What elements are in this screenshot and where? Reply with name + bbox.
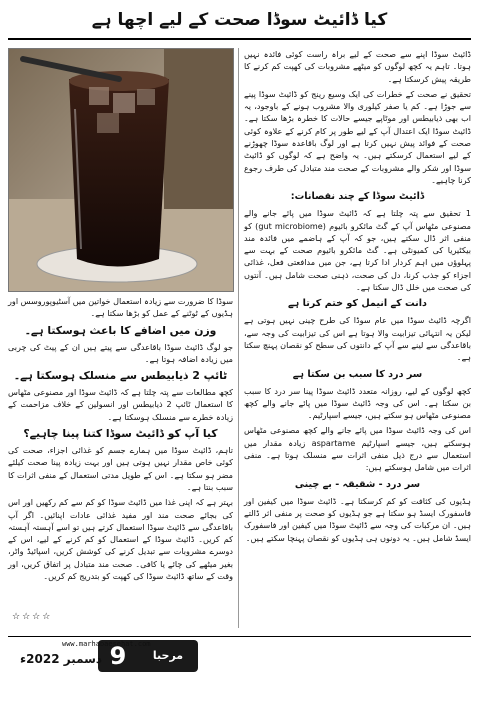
paragraph: ڈائیٹ سوڈا اپنے سے صحت کے لیے براہ راست کوئی فائدہ نہیں ہوتا۔ تاہم یہ کچھ لوگوں کو میٹھے مشروبات کی کھپت کم کرنے کا طریقہ پیش کرسکتا ہے۔ bbox=[244, 49, 471, 84]
page-footer bbox=[0, 634, 479, 694]
subheading: دانت کے انیمل کو ختم کرتا ہے bbox=[288, 298, 427, 310]
article-title: کیا ڈائیٹ سوڈا صحت کے لیے اچھا ہے bbox=[91, 10, 388, 30]
paragraph: 1 تحقیق سے پتہ چلتا ہے کہ ڈائیٹ سوڈا میں پائے جانے والے مصنوعی مٹھاس آپ کے گٹ مائکرو بائیوم (gut microbiome) کو منفی اثر ڈال سکتے ہیں، جو کہ آپ کے ہاضمے میں فائدہ مند بیکٹیریا کی کمیونٹی ہے۔ گٹ مائکرو بائیوم صحت کے بہت سے پہلوؤں میں اہم کردار ادا کرتا ہے، جن میں مدافعتی فعل، غذائی اجزاء کو جذب کرنا، دل کی صحت، ذہنی صحت شامل ہیں۔ آنتوں کی صحت میں خلل ڈال سکتا ہے۔ bbox=[244, 208, 471, 293]
subheading: کیا آپ کو ڈائیٹ سوڈا کتنا پینا چاہیے؟ bbox=[23, 427, 218, 441]
paragraph: تحقیق نے صحت کے خطرات کی ایک وسیع رینج کو ڈائیٹ سوڈا پینے سے جوڑا ہے۔ کم یا صفر کیلوری والا مشروب ہونے کے باوجود، یہ اب بھی ذیابیطس اور موٹاپے جیسے حالات کا خطرہ بڑھا سکتا ہے۔ ڈائیٹ سوڈا ایک اعتدال آپ کے لیے طور پر کام کرنے کے علاوہ کوئی صحت کے فوائد پیش نہیں کرتا ہے اور لوگ باقاعدہ سوڈا چھوڑنے کے لیے استعمال کرسکتے ہیں۔ یہ واضح ہے کہ لوگوں کو ڈائیٹ سوڈا اور شکر والے مشروبات کے صحت مند متبادل کی طرف رجوع کرنا چاہیے۔ bbox=[244, 88, 471, 185]
paragraph: سوڈا کا ضرورت سے زیادہ استعمال خواتین میں آسٹیوپوروسس اور ہڈیوں کے ٹوٹنے کے عمل کو بڑھا سکتا ہے۔ bbox=[8, 296, 233, 319]
website-url: www.marhabaesehat.com bbox=[62, 640, 151, 648]
issue-date: دسمبر 2022ء bbox=[20, 652, 103, 666]
paragraph: اگرچہ ڈائیٹ سوڈا میں عام سوڈا کی طرح چینی نہیں ہوتی ہے لیکن یہ انتہائی تیزابیت والا ہوتا ہے اس کی تیزابیت کی وجہ سے، باقاعدگی سے لینے سے آپ کے دانتوں کی سطح کو نقصان پہنچ سکتا ہے۔ bbox=[244, 315, 471, 363]
header-rule bbox=[8, 38, 471, 40]
column-divider bbox=[238, 48, 239, 628]
subheading: سر درد - شقیقہ - بے چینی bbox=[294, 478, 421, 490]
cola-glass-image bbox=[9, 49, 233, 291]
masthead-logo: مرحبا صحت bbox=[152, 649, 184, 694]
paragraph: بہتر ہے کہ اپنی غذا میں ڈائیٹ سوڈا کو کم سے کم رکھیں اور اس کی بجائے صحت مند اور مفید غذائی عادات اپنائیں۔ اگر آپ باقاعدگی سے ڈائیٹ سوڈا استعمال کرتے ہیں تو اسے آہستہ آہستہ کم کریں۔ ڈائیٹ سوڈا کے استعمال کو کم کرنے کے لیے، اس کے دوسرے مشروبات سے تبدیل کرنے کی کوشش کریں، اسپائیڈ واٹر، بغیر میٹھے کی چائے یا کافی۔ صحت مند متبادل پر اتفاق کریں، اور وقت کے ساتھ ڈائیٹ سوڈا کی کھپت کو بتدریج کم کریں۔ bbox=[8, 497, 233, 582]
paragraph: جو لوگ ڈائیٹ سوڈا باقاعدگی سے پیتے ہیں ان کے پیٹ کی چربی میں زیادہ اضافہ ہوتا ہے۔ bbox=[8, 341, 233, 364]
subheading: ٹائپ 2 ذیابیطس سے منسلک ہوسکتا ہے۔ bbox=[13, 369, 228, 383]
subheading: وزن میں اضافے کا باعث ہوسکتا ہے۔ bbox=[24, 323, 217, 337]
paragraph: تاہم، ڈائیٹ سوڈا میں ہمارے جسم کو غذائی اجزاء، صحت کی کوئی خاص مقدار نہیں ہوتی ہیں اور بہت زیادہ پینا صحت کیلئے مضر ہو سکتا ہے۔ اس کے طویل مدتی استعمال کے منفی اثرات کا سبب بنتا ہے۔ bbox=[8, 445, 233, 492]
footer-rule bbox=[8, 636, 471, 637]
left-column bbox=[8, 295, 233, 585]
article-header bbox=[8, 6, 471, 36]
paragraph: کچھ مطالعات سے پتہ چلتا ہے کہ ڈائیٹ سوڈا اور مصنوعی مٹھاس کا استعمال ٹائپ 2 ذیابیطس اور انسولین کے خلاف مزاحمت کے زیادہ خطرے سے منسلک ہوسکتا ہے۔ bbox=[8, 387, 233, 422]
paragraph: ہڈیوں کی کثافت کو کم کرسکتا ہے۔ ڈائیٹ سوڈا میں کیفین اور فاسفورک ایسڈ ہو سکتا ہے جو ہڈیوں کو صحت پر منفی اثر ڈالتے ہیں۔ ان مرکبات کی وجہ سے ڈائیٹ سوڈا میں کیفین اور فاسفورک ایسڈ شامل ہیں۔ یہ دونوں ہی ہڈیوں کو نقصان پہنچا سکتے ہیں۔ bbox=[244, 495, 471, 543]
right-column bbox=[244, 48, 471, 547]
article-photo bbox=[8, 48, 234, 292]
page-number: 9 bbox=[109, 642, 127, 670]
subheading: ڈائیٹ سوڈا کے چند نقصانات: bbox=[290, 191, 425, 203]
end-stars: ☆☆☆☆ bbox=[12, 612, 53, 622]
paragraph: اس کی وجہ ڈائیٹ سوڈا میں پائے جانے والے کچھ مصنوعی مٹھاس ہوسکتے ہیں، جیسے اسپارٹیم aspartame زیادہ مقدار میں استعمال سے درج ذیل منفی اثرات سے منسلک ہوتا ہے۔ منفی اثرات میں شامل ہوسکتے ہیں: bbox=[244, 425, 472, 473]
paragraph: کچھ لوگوں کے لیے، روزانہ متعدد ڈائیٹ سوڈا پینا سر درد کا سبب بن سکتا ہے۔ اس کی وجہ ڈائیٹ سوڈا میں پائے جانے والے کچھ مصنوعی مٹھاس ہو سکتے ہیں، جیسے اسپارٹیم۔ bbox=[244, 385, 471, 421]
subheading: سر درد کا سبب بن سکتا ہے bbox=[292, 368, 423, 380]
